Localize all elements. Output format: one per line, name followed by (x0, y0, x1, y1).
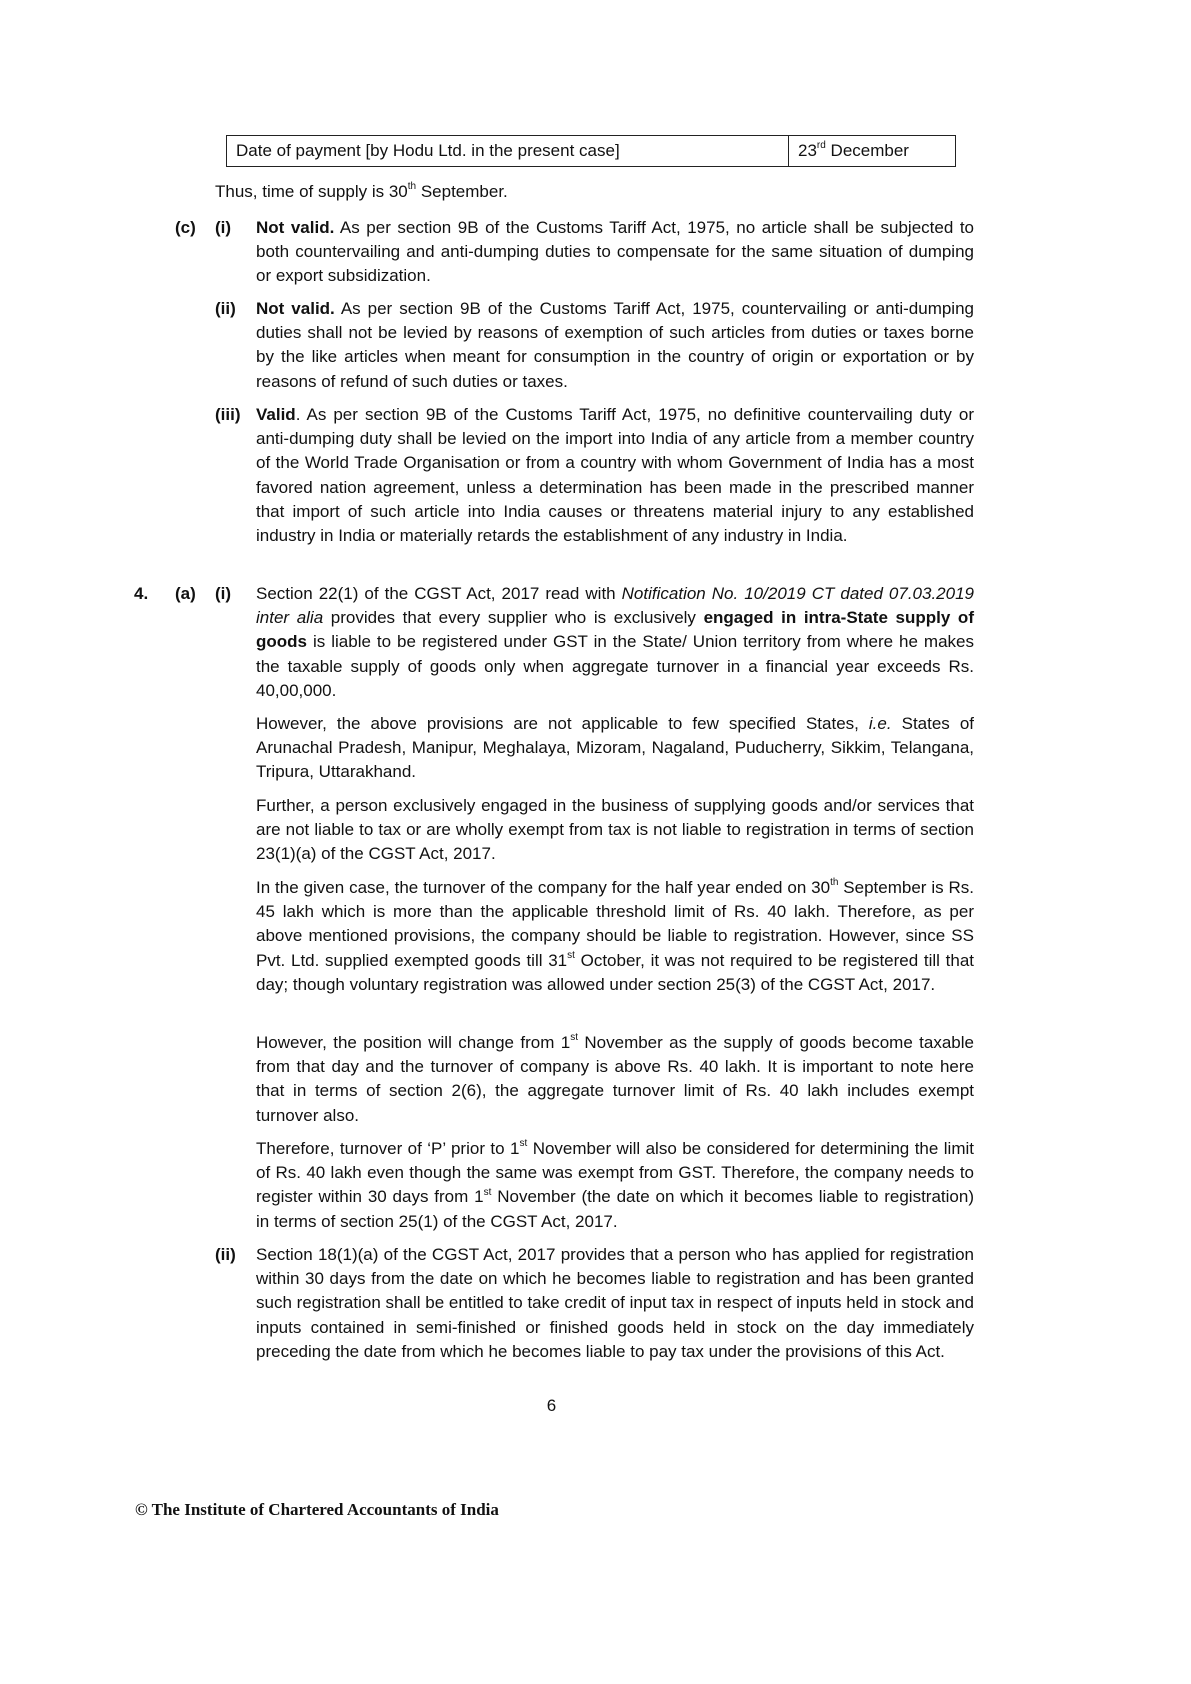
q4-a-i-paragraph-5: However, the position will change from 1st November as the supply of goods become taxable from that day and the turnover of company is above Rs. 40 lakh. It is important to note here that in terms of section 2(6), the aggregate turnover limit of Rs. 40 lakh includes exempt turnover also. (256, 1032, 974, 1125)
table-cell-label: Date of payment [by Hodu Ltd. in the present case] (227, 136, 789, 167)
label-q4-a-i: (i) (215, 584, 232, 603)
page-number: 6 (546, 1396, 557, 1415)
time-of-supply-conclusion: Thus, time of supply is 30th September. (215, 181, 508, 201)
c-i-paragraph: Not valid. As per section 9B of the Customs Tariff Act, 1975, no article shall be subjected to both countervailing and anti-dumping duties to compensate for the same situation of dumping or export subsidization. (256, 218, 974, 286)
copyright-footer: © The Institute of Chartered Accountants of India (135, 1500, 499, 1519)
label-c-i: (i) (215, 218, 232, 237)
q4-a-i-paragraph-3: Further, a person exclusively engaged in the business of supplying goods and/or services that are not liable to tax or are wholly exempt from tax is not liable to registration in terms of section 23(1)(a) of the CGST Act, 2017. (256, 796, 974, 864)
label-c-ii: (ii) (215, 299, 236, 318)
c-ii-paragraph: Not valid. As per section 9B of the Customs Tariff Act, 1975, countervailing or anti-dumping duties shall not be levied by reasons of exemption of such articles from duties or taxes borne by the like articles when meant for consumption in the country of origin or exportation or by reasons of refund of such duties or taxes. (256, 299, 974, 391)
q4-a-i-paragraph-2: However, the above provisions are not applicable to few specified States, i.e. States of Arunachal Pradesh, Manipur, Meghalaya, Mizoram, Nagaland, Puducherry, Sikkim, Telangana, Tripura, Uttarakhand. (256, 714, 974, 782)
q4-a-ii-paragraph: Section 18(1)(a) of the CGST Act, 2017 provides that a person who has applied for registration within 30 days from the date on which he becomes liable to registration and has been granted such registration shall be entitled to take credit of input tax in respect of inputs held in stock and inputs contained in semi-finished or finished goods held in stock on the day immediately preceding the date from which he becomes liable to pay tax under the provisions of this Act. (256, 1245, 974, 1361)
label-q4-a-ii: (ii) (215, 1245, 236, 1264)
payment-date-table (226, 135, 956, 167)
q4-a-i-paragraph-4: In the given case, the turnover of the company for the half year ended on 30th September is Rs. 45 lakh which is more than the applicable threshold limit of Rs. 40 lakh. Therefore, as per above mentioned provisions, the company should be liable to registration. However, since SS Pvt. Ltd. supplied exempted goods till 31st October, it was not required to be registered till that day; though voluntary registration was allowed under section 25(3) of the CGST Act, 2017. (256, 877, 974, 994)
label-q4: 4. (134, 584, 149, 603)
label-c: (c) (175, 218, 196, 237)
q4-a-i-paragraph-1: Section 22(1) of the CGST Act, 2017 read with Notification No. 10/2019 CT dated 07.03.2019 inter alia provides that every supplier who is exclusively engaged in intra-State supply of goods is liable to be registered under GST in the State/ Union territory from where he makes the taxable supply of goods only when aggregate turnover in a financial year exceeds Rs. 40,00,000. (256, 584, 975, 700)
q4-a-i-paragraph-6: Therefore, turnover of ‘P’ prior to 1st November will also be considered for determining the limit of Rs. 40 lakh even though the same was exempt from GST. Therefore, the company needs to register within 30 days from 1st November (the date on which it becomes liable to registration) in terms of section 25(1) of the CGST Act, 2017. (256, 1138, 974, 1231)
label-c-iii: (iii) (215, 405, 241, 424)
table-row (227, 136, 956, 167)
label-q4-a: (a) (175, 584, 196, 603)
c-iii-paragraph: Valid. As per section 9B of the Customs Tariff Act, 1975, no definitive countervailing duty or anti-dumping duty shall be levied on the import into India of any article from a member country of the World Trade Organisation or from a country with whom Government of India has a most favored nation agreement, unless a determination has been made in the prescribed manner that import of such article into India causes or threatens material injury to any established industry in India or materially retards the establishment of any industry in India. (256, 405, 974, 546)
table-cell-value: 23rd December (789, 136, 956, 167)
